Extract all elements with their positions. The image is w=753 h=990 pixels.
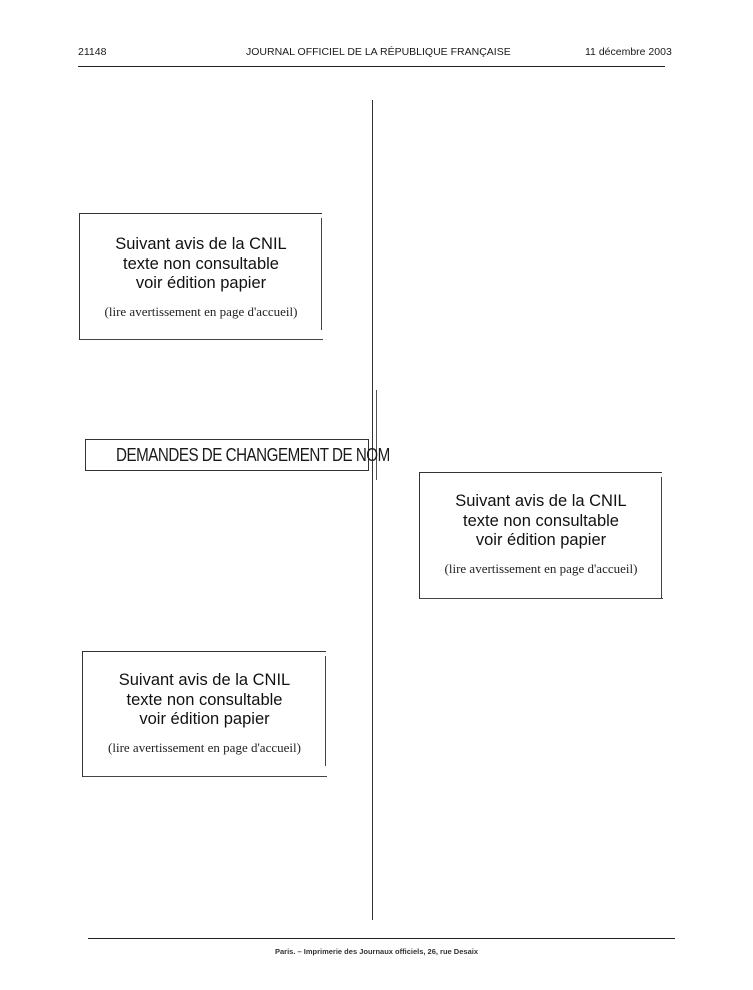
box-right-edge <box>321 218 322 330</box>
box-bottom-edge <box>80 339 323 340</box>
header-rule <box>78 66 665 67</box>
cnil-notice-box <box>79 213 322 340</box>
notice-warning-note: (lire avertissement en page d'accueil) <box>444 560 638 576</box>
notice-line-not-viewable: texte non consultable <box>126 690 283 709</box>
notice-line-paper-edition: voir édition papier <box>135 274 267 292</box>
cnil-notice-box <box>82 651 326 777</box>
column-divider <box>372 100 373 920</box>
page-number: 21148 <box>78 46 107 58</box>
section-heading-box <box>85 439 390 471</box>
notice-line-cnil: Suivant avis de la CNIL <box>455 492 627 510</box>
notice-line-paper-edition: voir édition papier <box>475 531 607 549</box>
notice-line-not-viewable: texte non consultable <box>463 511 619 530</box>
notice-line-cnil: Suivant avis de la CNIL <box>115 235 287 253</box>
box-bottom-edge <box>83 776 327 777</box>
printer-footer: Paris. – Imprimerie des Journaux officiels, 26, rue Desaix <box>274 947 478 956</box>
box-right-edge <box>325 656 326 766</box>
cnil-notice-box <box>419 472 662 599</box>
issue-date: 11 décembre 2003 <box>585 46 672 58</box>
footer-rule <box>88 938 675 939</box>
notice-warning-note: (lire avertissement en page d'accueil) <box>104 303 298 319</box>
notice-line-cnil: Suivant avis de la CNIL <box>118 671 291 689</box>
notice-line-paper-edition: voir édition papier <box>139 710 270 728</box>
notice-warning-note: (lire avertissement en page d'accueil) <box>108 739 301 755</box>
journal-title: JOURNAL OFFICIEL DE LA RÉPUBLIQUE FRANÇAISE <box>246 46 511 58</box>
section-heading: DEMANDES DE CHANGEMENT DE NOM <box>116 444 390 465</box>
notice-line-not-viewable: texte non consultable <box>123 254 279 273</box>
box-right-edge <box>661 477 662 599</box>
box-bottom-edge <box>420 598 663 599</box>
